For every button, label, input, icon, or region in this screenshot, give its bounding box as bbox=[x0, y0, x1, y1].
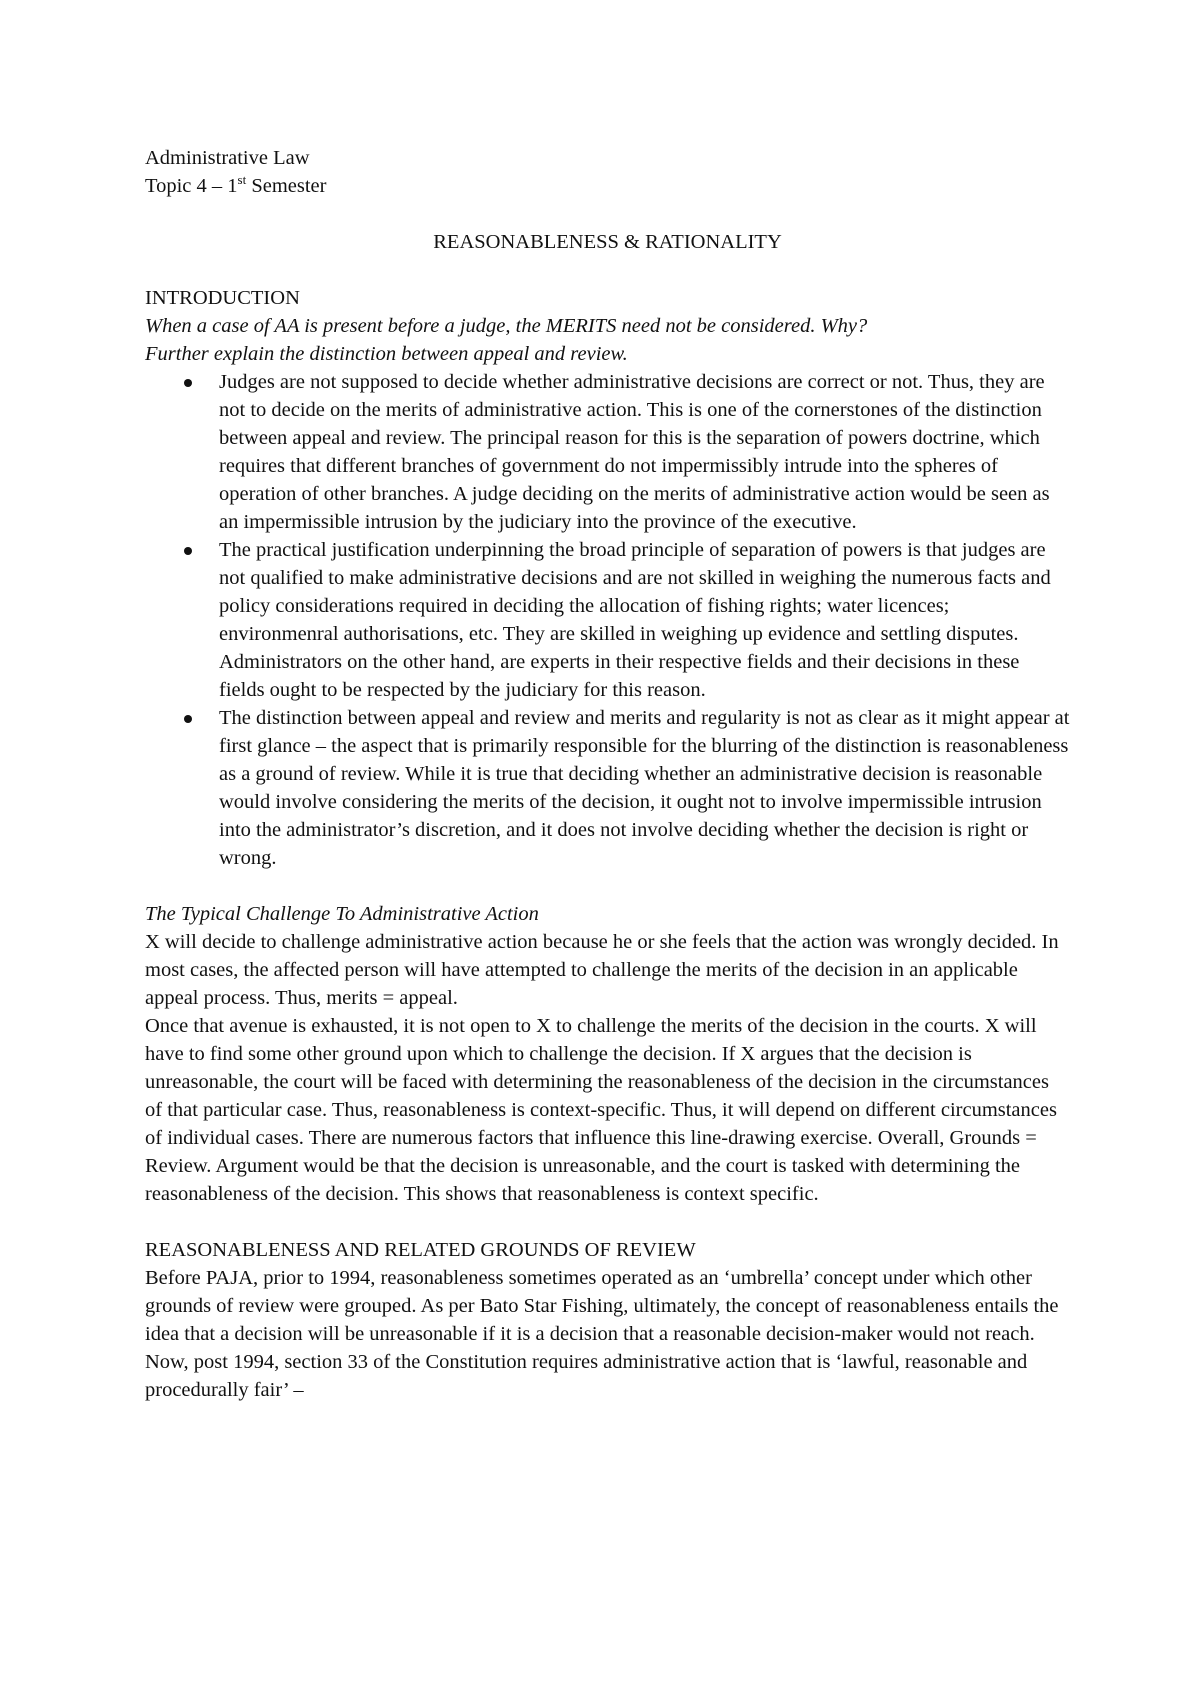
section-spacer bbox=[145, 872, 1070, 900]
topic-line bbox=[145, 172, 1070, 200]
bullet-item bbox=[145, 536, 1070, 704]
topic-superscript: st bbox=[237, 172, 247, 188]
section-spacer bbox=[145, 1208, 1070, 1236]
introduction-question-line-1: When a case of AA is present before a judge, the MERITS need not be considered. Why? bbox=[145, 315, 868, 337]
bullet-text: Judges are not supposed to decide whether administrative decisions are correct or not. Thus, they are not to decide on the merits of administrative action. This is one of the cornerstones of the distinction between appeal and review. The principal reason for this is the separation of powers doctrine, which requires that different branches of government do not impermissibly intrude into the spheres of operation of other branches. A judge deciding on the merits of administrative action would be seen as an impermissible intrusion by the judiciary into the province of the executive. bbox=[219, 371, 1050, 533]
bullet-item bbox=[145, 368, 1070, 536]
bullet-item bbox=[145, 704, 1070, 872]
bullet-icon bbox=[184, 547, 192, 555]
bullet-text: The practical justification underpinning the broad principle of separation of powers is that judges are not qualified to make administrative decisions and are not skilled in weighing the numerous facts and policy considerations required in deciding the allocation of fishing rights; water licences; environmenral authorisations, etc. They are skilled in weighing up evidence and settling disputes. Administrators on the other hand, are experts in their respective fields and their decisions in these fields ought to be respected by the judiciary for this reason. bbox=[219, 539, 1051, 701]
course-name: Administrative Law bbox=[145, 147, 310, 169]
typical-challenge-paragraph-1: X will decide to challenge administrative action because he or she feels that the action was wrongly decided. In most cases, the affected person will have attempted to challenge the merits of the decision in an applicable appeal process. Thus, merits = appeal. bbox=[145, 931, 1059, 1009]
bullet-icon bbox=[184, 715, 192, 723]
related-grounds-heading: REASONABLENESS AND RELATED GROUNDS OF REVIEW bbox=[145, 1239, 696, 1261]
page-title: REASONABLENESS & RATIONALITY bbox=[433, 231, 782, 253]
bullet-icon bbox=[184, 379, 192, 387]
typical-challenge-paragraph-2: Once that avenue is exhausted, it is not open to X to challenge the merits of the decision in the courts. X will have to find some other ground upon which to challenge the decision. If X argues that the decision is unreasonable, the court will be faced with determining the reasonableness of the decision in the circumstances of that particular case. Thus, reasonableness is context-specific. Thus, it will depend on different circumstances of individual cases. There are numerous factors that influence this line-drawing exercise. Overall, Grounds = Review. Argument would be that the decision is unreasonable, and the court is tasked with determining the reasonableness of the decision. This shows that reasonableness is context specific. bbox=[145, 1015, 1057, 1205]
introduction-bullet-list bbox=[145, 368, 1070, 872]
introduction-question-line-2: Further explain the distinction between appeal and review. bbox=[145, 343, 628, 365]
introduction-heading: INTRODUCTION bbox=[145, 287, 300, 309]
typical-challenge-heading: The Typical Challenge To Administrative Action bbox=[145, 903, 539, 925]
document-body bbox=[145, 144, 1070, 1404]
topic-suffix: Semester bbox=[246, 175, 327, 197]
bullet-text: The distinction between appeal and review and merits and regularity is not as clear as it might appear at first glance – the aspect that is primarily responsible for the blurring of the distinction is reasonableness as a ground of review. While it is true that deciding whether an administrative decision is reasonable would involve considering the merits of the decision, it ought not to involve impermissible intrusion into the administrator’s discretion, and it does not involve deciding whether the decision is right or wrong. bbox=[219, 707, 1070, 869]
related-grounds-paragraph-1: Before PAJA, prior to 1994, reasonableness sometimes operated as an ‘umbrella’ concept under which other grounds of review were grouped. As per Bato Star Fishing, ultimately, the concept of reasonableness entails the idea that a decision will be unreasonable if it is a decision that a reasonable decision-maker would not reach. Now, post 1994, section 33 of the Constitution requires administrative action that is ‘lawful, reasonable and procedurally fair’ – bbox=[145, 1267, 1059, 1401]
topic-prefix: Topic 4 – 1 bbox=[145, 175, 238, 197]
